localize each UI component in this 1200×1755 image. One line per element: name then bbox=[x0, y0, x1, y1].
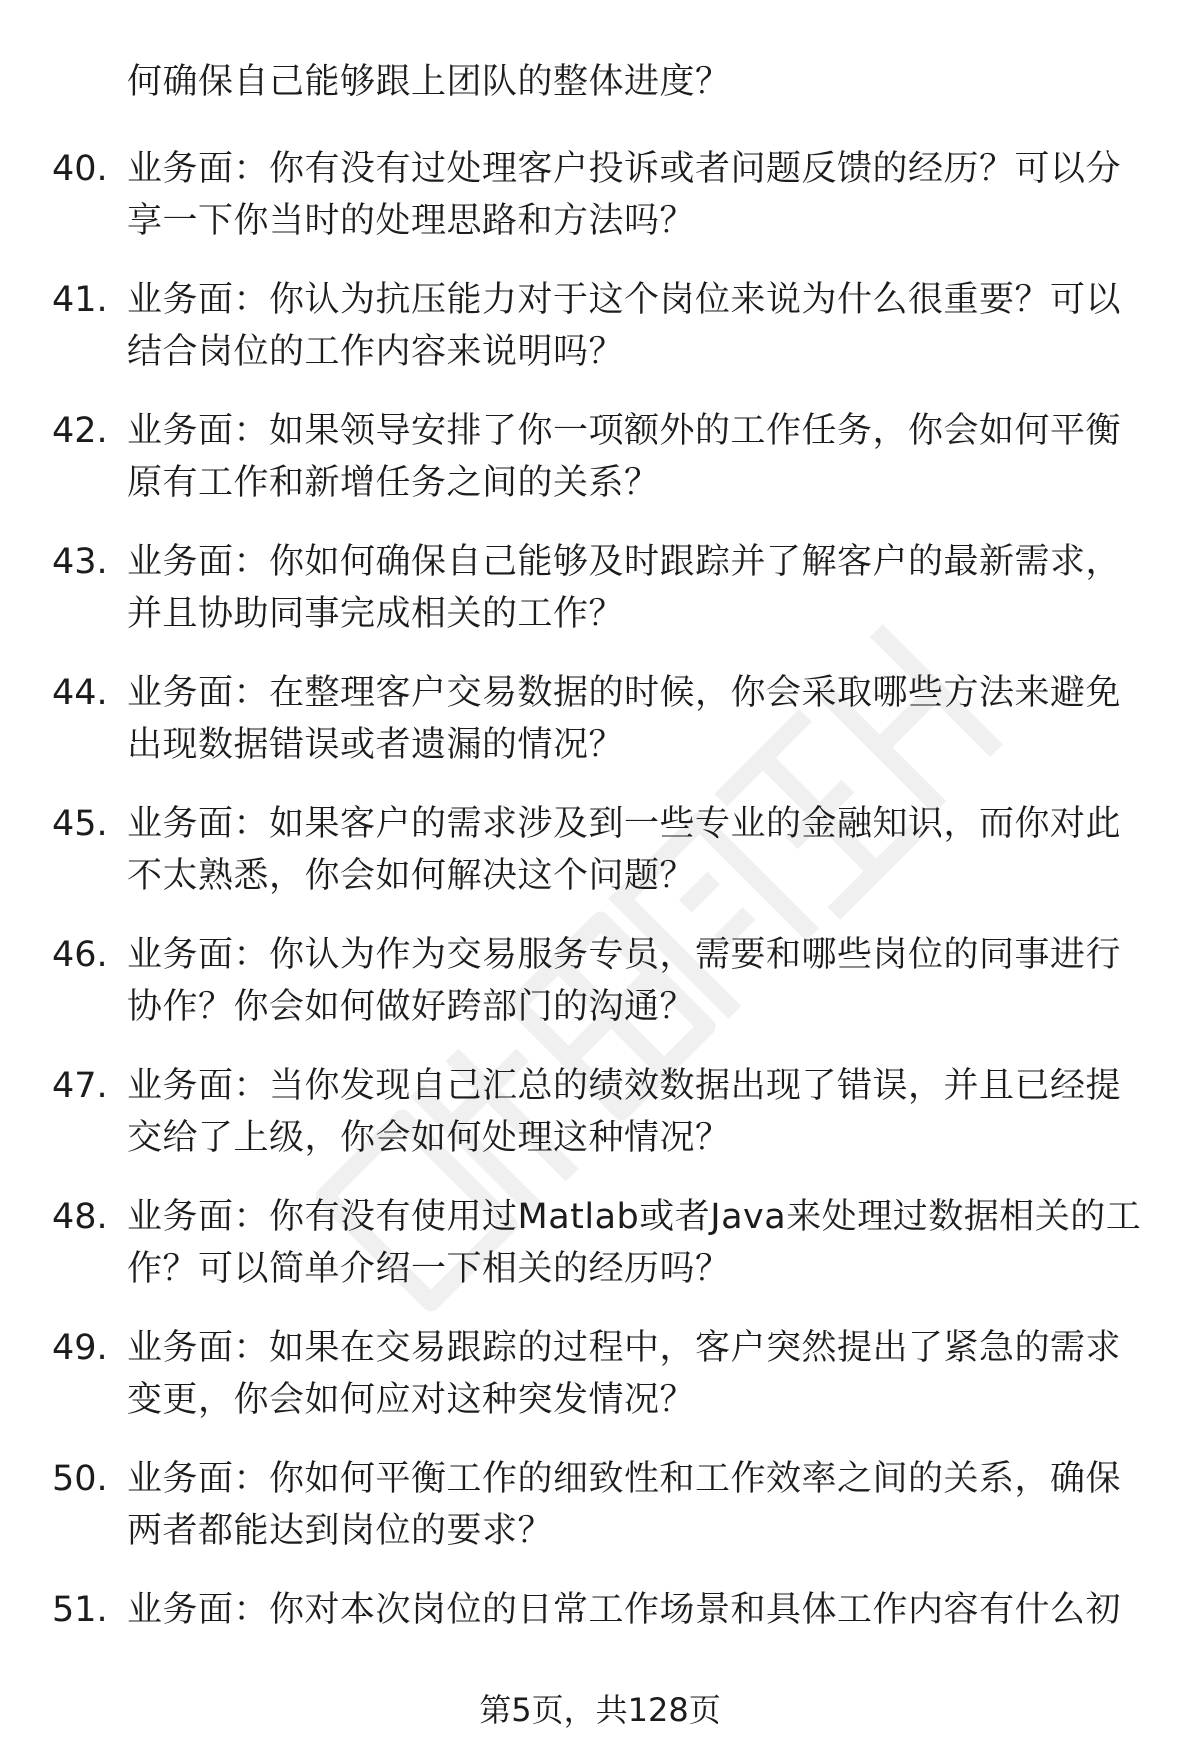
question-text-line: 业务面：在整理客户交易数据的时候，你会采取哪些方法来避免 bbox=[127, 673, 1122, 713]
question-number: 44. bbox=[52, 673, 108, 713]
question-item bbox=[0, 929, 1200, 1060]
question-text-line: 协作？你会如何做好跨部门的沟通？ bbox=[127, 987, 696, 1027]
question-text bbox=[127, 929, 1157, 1033]
question-text-line: 原有工作和新增任务之间的关系？ bbox=[127, 463, 660, 503]
question-text-line: 不太熟悉，你会如何解决这个问题？ bbox=[127, 856, 696, 896]
question-text bbox=[127, 536, 1157, 640]
continued-question-text: 何确保自己能够跟上团队的整体进度？ bbox=[127, 62, 731, 102]
question-text bbox=[127, 274, 1157, 378]
question-number: 41. bbox=[52, 280, 108, 320]
question-text bbox=[127, 667, 1157, 771]
question-text bbox=[127, 405, 1157, 509]
question-number: 51. bbox=[52, 1590, 108, 1630]
question-text-line: 业务面：当你发现自己汇总的绩效数据出现了错误，并且已经提 bbox=[127, 1066, 1122, 1106]
question-text-line: 结合岗位的工作内容来说明吗？ bbox=[127, 332, 625, 372]
question-item bbox=[0, 1453, 1200, 1584]
question-text-line: 业务面：你认为作为交易服务专员，需要和哪些岗位的同事进行 bbox=[127, 935, 1122, 975]
question-number: 49. bbox=[52, 1328, 108, 1368]
question-text-line: 业务面：你对本次岗位的日常工作场景和具体工作内容有什么初 bbox=[127, 1590, 1122, 1630]
question-text-line: 业务面：你认为抗压能力对于这个岗位来说为什么很重要？可以 bbox=[127, 280, 1122, 320]
question-number: 43. bbox=[52, 542, 108, 582]
question-text-line: 业务面：你如何确保自己能够及时跟踪并了解客户的最新需求， bbox=[127, 542, 1122, 582]
question-text-line: 作？可以简单介绍一下相关的经历吗？ bbox=[127, 1249, 731, 1289]
question-number: 46. bbox=[52, 935, 108, 975]
question-item bbox=[0, 1322, 1200, 1453]
question-number: 40. bbox=[52, 149, 108, 189]
question-item bbox=[0, 143, 1200, 274]
question-item bbox=[0, 274, 1200, 405]
question-item bbox=[0, 1060, 1200, 1191]
question-text-line: 两者都能达到岗位的要求？ bbox=[127, 1511, 554, 1551]
question-text bbox=[127, 143, 1157, 247]
question-text bbox=[127, 1453, 1157, 1557]
question-text-line: 业务面：你有没有过处理客户投诉或者问题反馈的经历？可以分 bbox=[127, 149, 1122, 189]
question-item bbox=[0, 667, 1200, 798]
question-text-line: 业务面：你如何平衡工作的细致性和工作效率之间的关系，确保 bbox=[127, 1459, 1122, 1499]
question-text-line: 并且协助同事完成相关的工作？ bbox=[127, 594, 625, 634]
question-number: 45. bbox=[52, 804, 108, 844]
question-item bbox=[0, 405, 1200, 536]
question-text bbox=[127, 1584, 1157, 1636]
question-item bbox=[0, 798, 1200, 929]
question-number: 50. bbox=[52, 1459, 108, 1499]
question-number: 47. bbox=[52, 1066, 108, 1106]
question-number: 48. bbox=[52, 1197, 108, 1237]
question-text bbox=[127, 1060, 1157, 1164]
question-item bbox=[0, 1191, 1200, 1322]
question-text-line: 业务面：如果在交易跟踪的过程中，客户突然提出了紧急的需求 bbox=[127, 1328, 1122, 1368]
question-item bbox=[0, 536, 1200, 667]
question-text bbox=[127, 1191, 1157, 1295]
question-text-line: 业务面：如果领导安排了你一项额外的工作任务，你会如何平衡 bbox=[127, 411, 1122, 451]
question-text bbox=[127, 1322, 1157, 1426]
question-text-line: 享一下你当时的处理思路和方法吗？ bbox=[127, 201, 696, 241]
question-number: 42. bbox=[52, 411, 108, 451]
question-list bbox=[0, 143, 1200, 1715]
question-text-line: 交给了上级，你会如何处理这种情况？ bbox=[127, 1118, 731, 1158]
question-text bbox=[127, 798, 1157, 902]
question-text-line: 变更，你会如何应对这种突发情况？ bbox=[127, 1380, 696, 1420]
question-text-line: 出现数据错误或者遗漏的情况？ bbox=[127, 725, 625, 765]
question-text-line: 业务面：如果客户的需求涉及到一些专业的金融知识，而你对此 bbox=[127, 804, 1122, 844]
question-text-line: 业务面：你有没有使用过Matlab或者Java来处理过数据相关的工 bbox=[127, 1197, 1142, 1237]
page-footer: 第5页，共128页 bbox=[479, 1691, 721, 1729]
